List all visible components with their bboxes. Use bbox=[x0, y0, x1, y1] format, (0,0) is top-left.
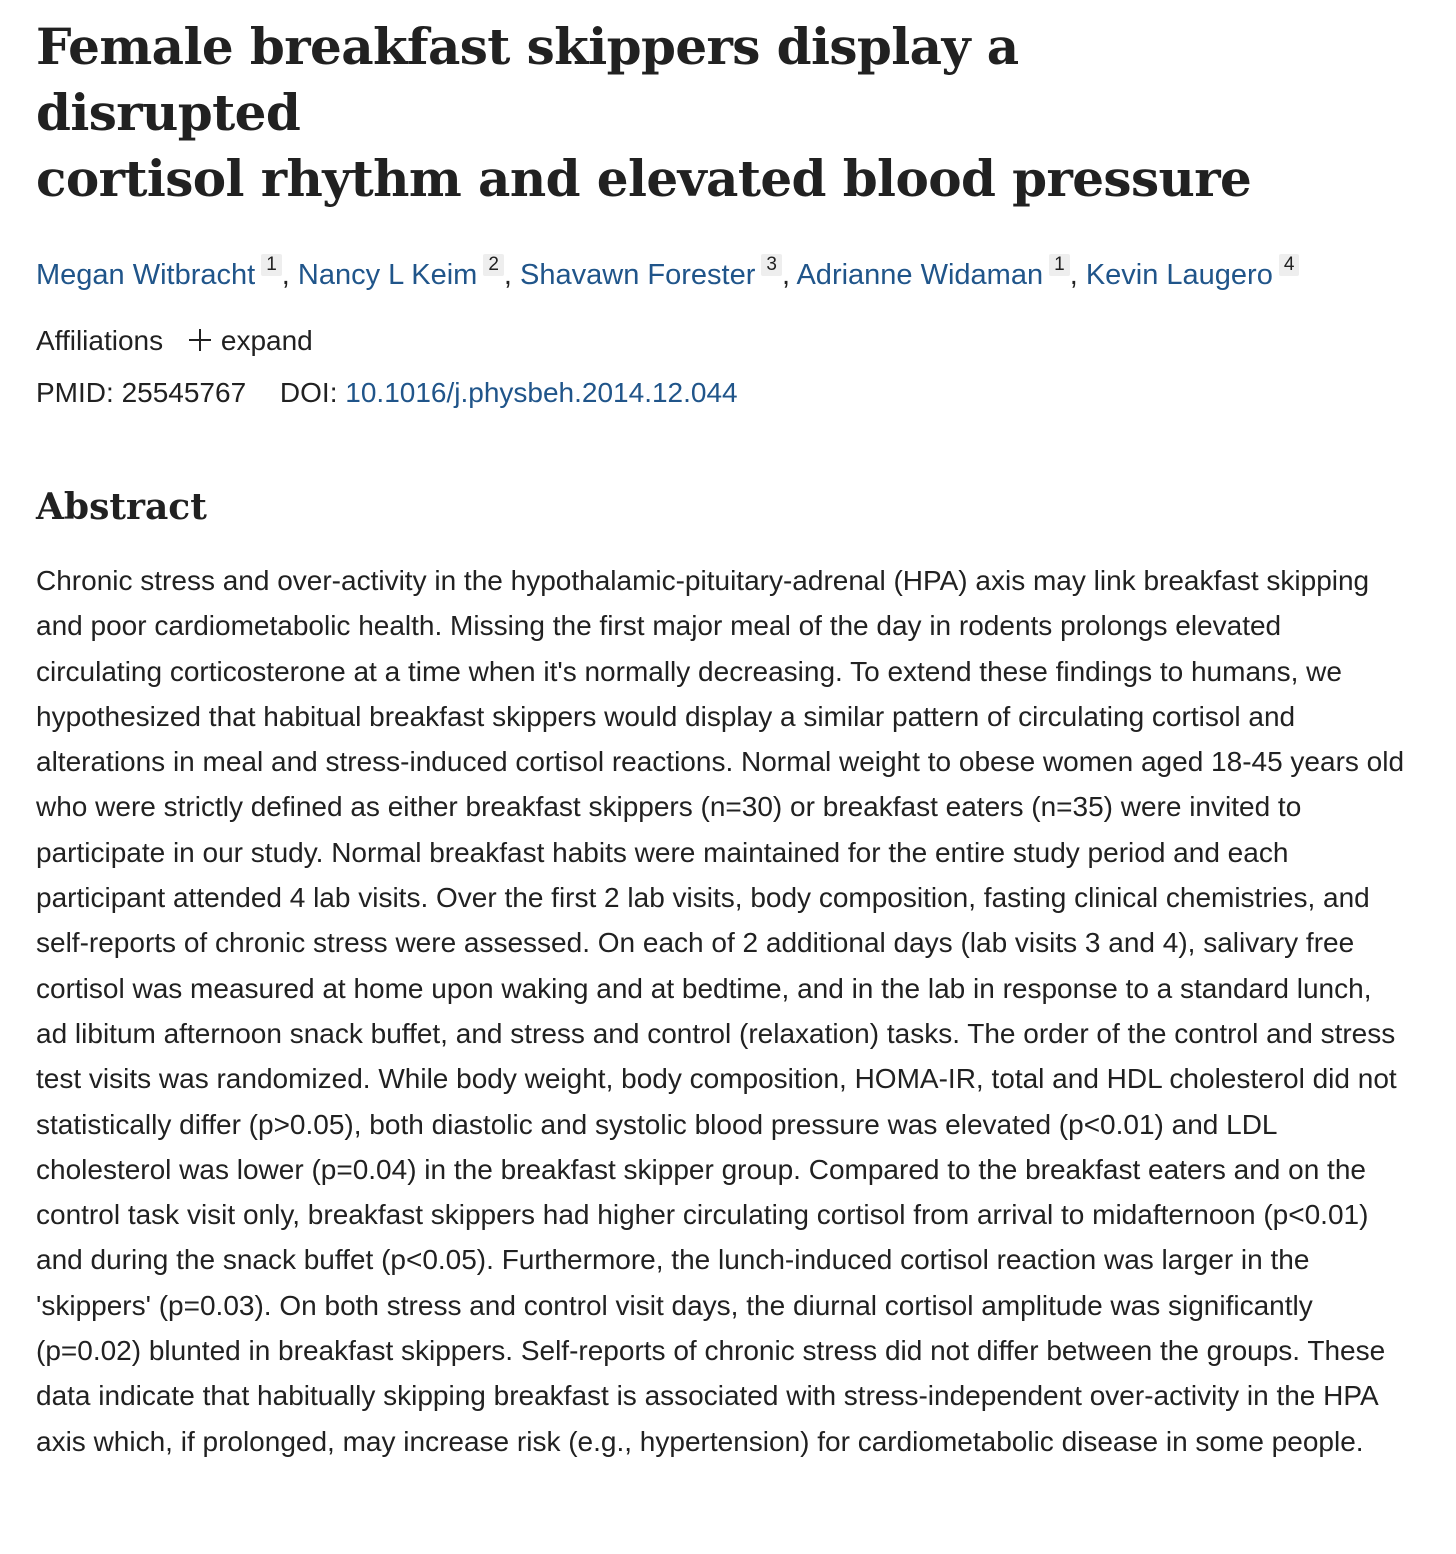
affiliation-badge[interactable]: 1 bbox=[1049, 254, 1070, 276]
author-separator: , bbox=[281, 259, 298, 291]
affiliation-badge[interactable]: 2 bbox=[483, 254, 504, 276]
expand-label: expand bbox=[220, 325, 313, 356]
affiliation-badge[interactable]: 4 bbox=[1279, 254, 1300, 276]
doi-label: DOI: bbox=[279, 377, 338, 408]
author-link[interactable]: Megan Witbracht bbox=[36, 259, 256, 291]
affiliations-label: Affiliations bbox=[36, 325, 164, 356]
plus-icon bbox=[189, 329, 211, 351]
author-link[interactable]: Kevin Laugero bbox=[1085, 259, 1273, 291]
author-separator: , bbox=[781, 259, 797, 291]
author-link[interactable]: Shavawn Forester bbox=[520, 259, 756, 291]
author-link[interactable]: Nancy L Keim bbox=[297, 259, 478, 291]
affiliation-badge[interactable]: 3 bbox=[761, 254, 782, 276]
pmid-label: PMID: bbox=[36, 377, 114, 408]
doi-link[interactable]: 10.1016/j.physbeh.2014.12.044 bbox=[345, 377, 738, 408]
article-title bbox=[36, 14, 1286, 212]
abstract-heading: Abstract bbox=[36, 486, 207, 528]
author-separator: , bbox=[1069, 259, 1086, 291]
title-line-2: cortisol rhythm and elevated blood pressure bbox=[36, 149, 1252, 208]
abstract-text: Chronic stress and over-activity in the hypothalamic-pituitary-adrenal (HPA) axis may link breakfast skipping and poor cardiometabolic health. Missing the first major meal of the day in rodents prolongs elevated circulating corticosterone at a time when it's normally decreasing. To extend these findings to humans, we hypothesized that habitual breakfast skippers would display a similar pattern of circulating cortisol and alterations in meal and stress-induced cortisol reactions. Normal weight to obese women aged 18-45 years old who were strictly defined as either breakfast skippers (n=30) or breakfast eaters (n=35) were invited to participate in our study. Normal breakfast habits were maintained for the entire study period and each participant attended 4 lab visits. Over the first 2 lab visits, body composition, fasting clinical chemistries, and self-reports of chronic stress were assessed. On each of 2 additional days (lab visits 3 and 4), salivary free cortisol was measured at home upon waking and at bedtime, and in the lab in response to a standard lunch, ad libitum afternoon snack buffet, and stress and control (relaxation) tasks. The order of the control and stress test visits was randomized. While body weight, body composition, HOMA-IR, total and HDL cholesterol did not statistically differ (p>0.05), both diastolic and systolic blood pressure was elevated (p<0.01) and LDL cholesterol was lower (p=0.04) in the breakfast skipper group. Compared to the breakfast eaters and on the control task visit only, breakfast skippers had higher circulating cortisol from arrival to midafternoon (p<0.01) and during the snack buffet (p<0.05). Furthermore, the lunch-induced cortisol reaction was larger in the 'skippers' (p=0.03). On both stress and control visit days, the diurnal cortisol amplitude was significantly (p=0.02) blunted in breakfast skippers. Self-reports of chronic stress did not differ between the groups. These data indicate that habitually skipping breakfast is associated with stress-independent over-activity in the HPA axis which, if prolonged, may increase risk (e.g., hypertension) for cardiometabolic disease in some people. bbox=[36, 565, 1405, 1457]
pmid-value: 25545767 bbox=[121, 377, 247, 408]
author-separator: , bbox=[503, 259, 521, 291]
affiliation-badge[interactable]: 1 bbox=[261, 254, 282, 276]
author-link[interactable]: Adrianne Widaman bbox=[796, 259, 1044, 291]
authors-list bbox=[36, 254, 1408, 295]
expand-affiliations-button[interactable] bbox=[189, 325, 313, 356]
title-line-1: Female breakfast skippers display a disrupted bbox=[36, 17, 1019, 142]
affiliations-row bbox=[36, 321, 1408, 361]
identifiers-row bbox=[36, 373, 1408, 413]
article-page bbox=[36, 14, 1408, 1464]
